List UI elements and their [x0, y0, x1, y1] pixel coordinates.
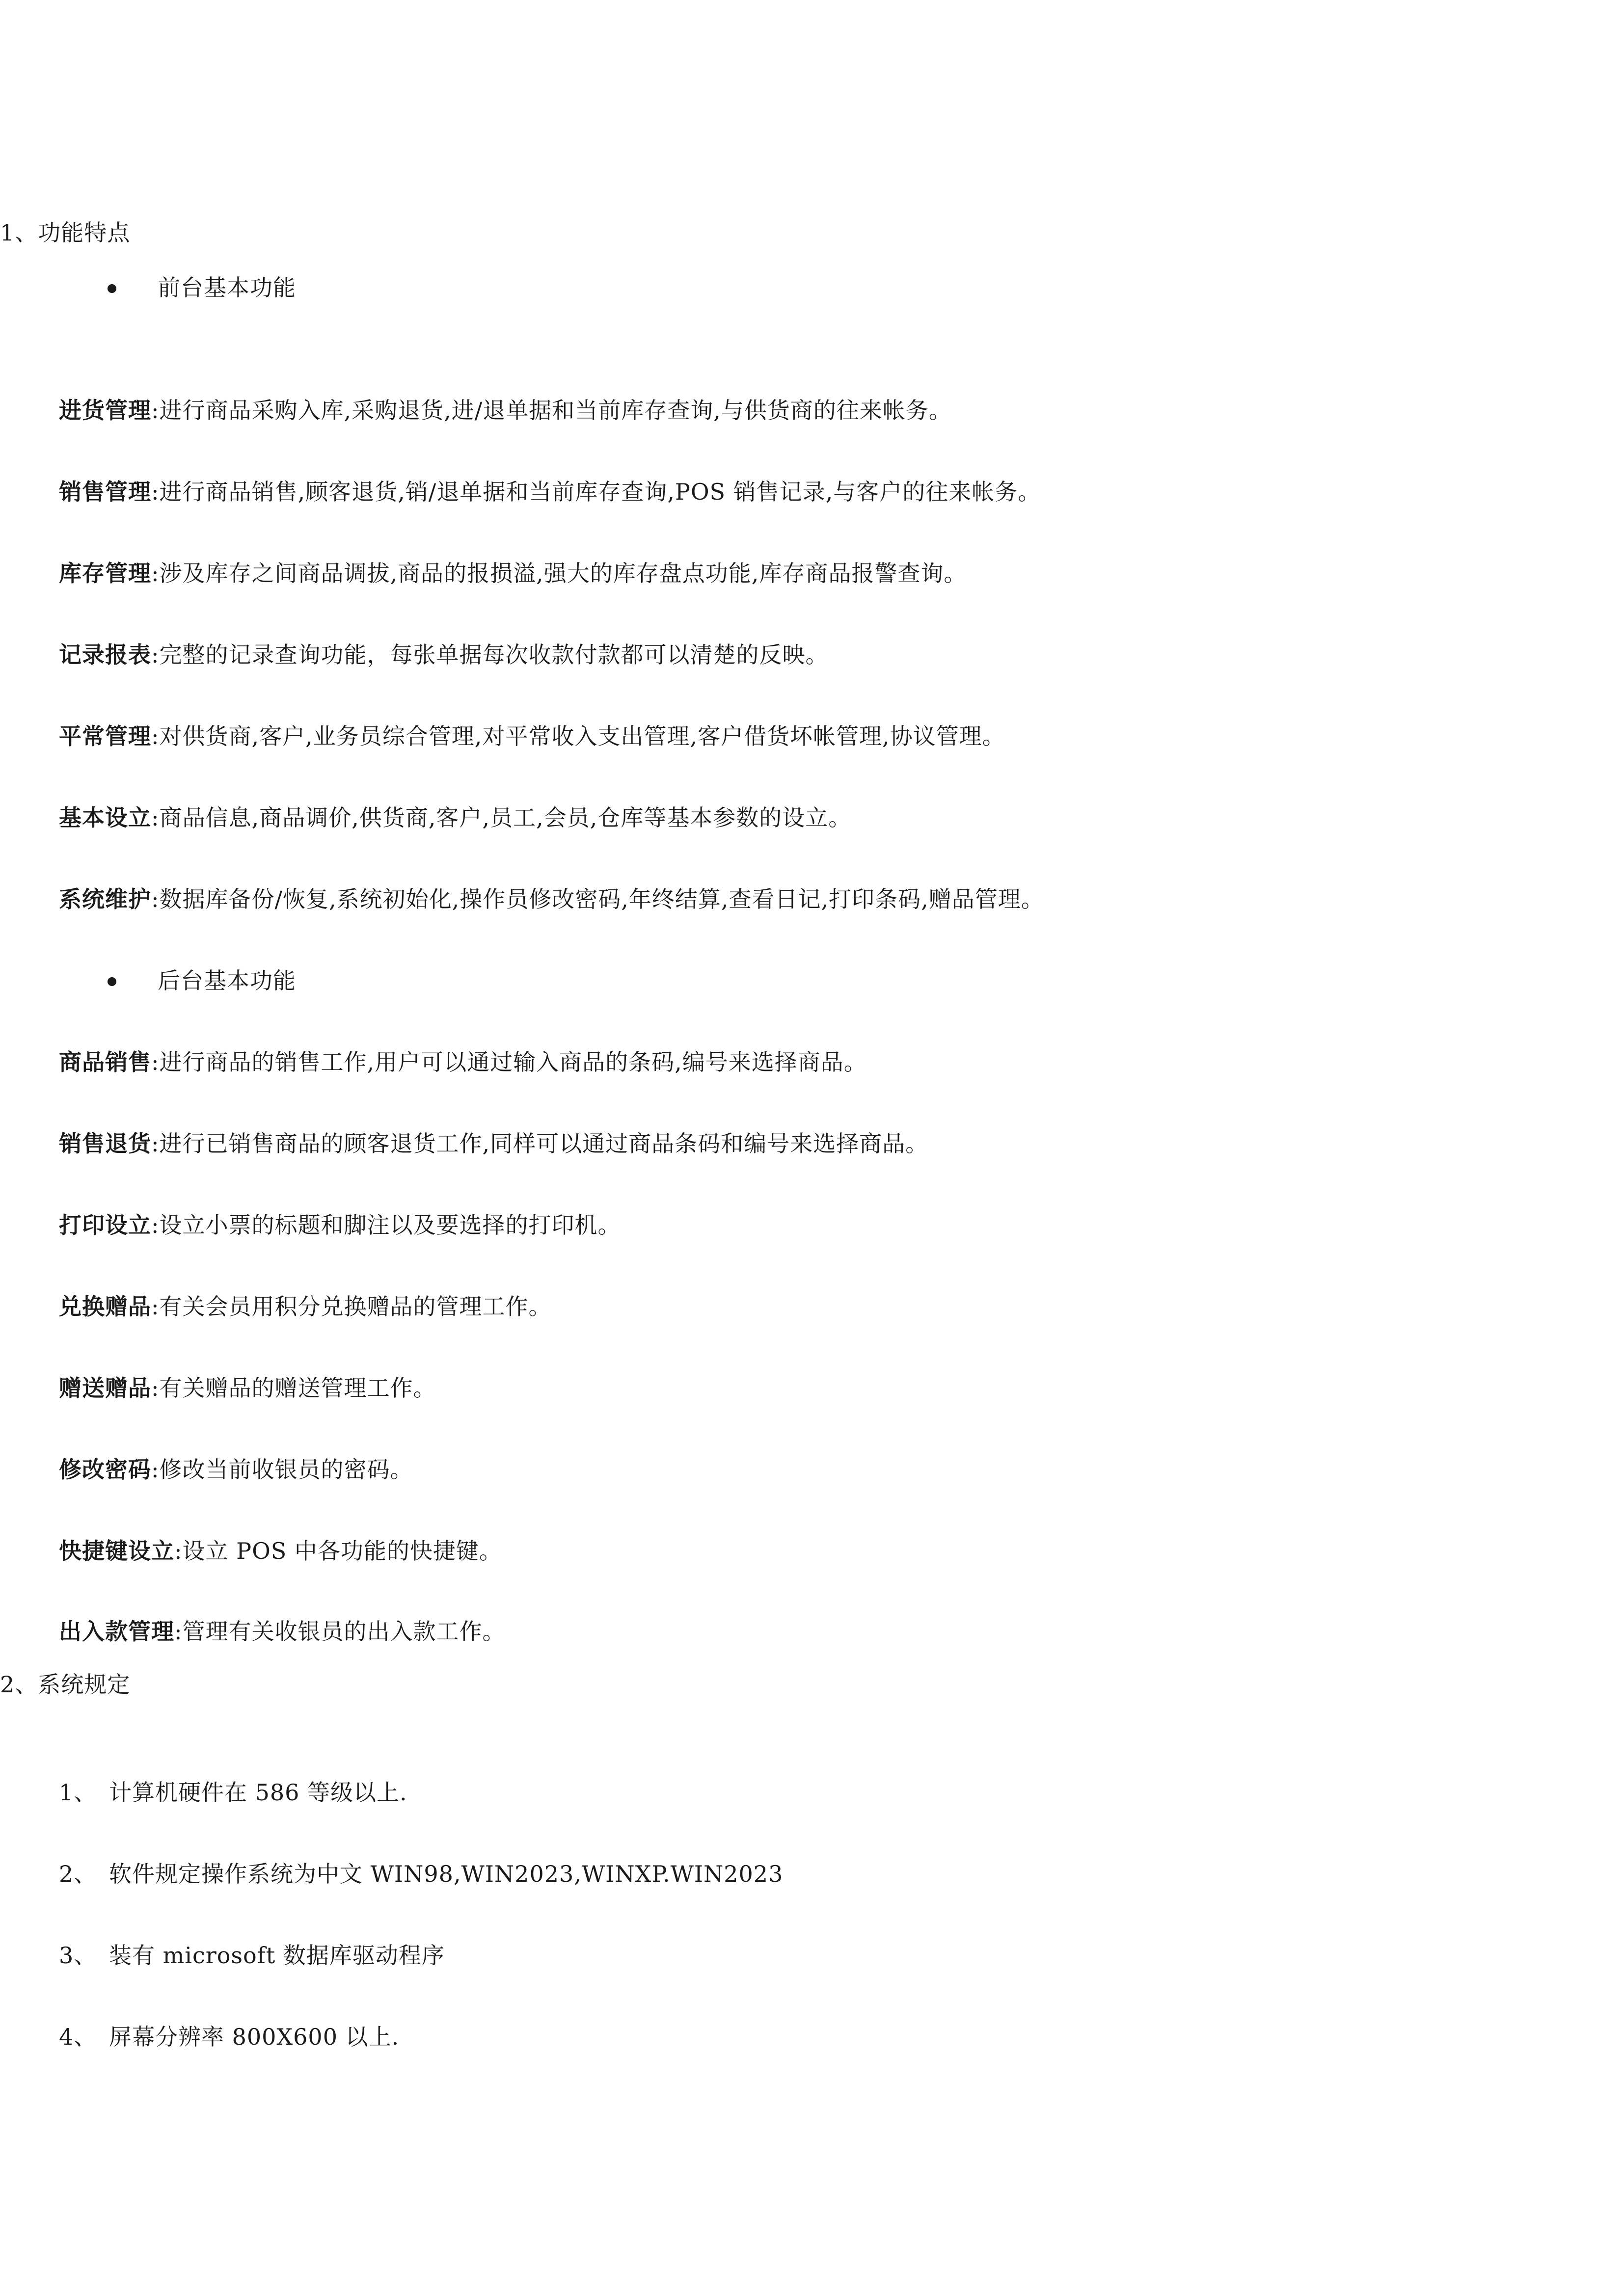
requirement-item: [59, 1859, 783, 1889]
requirement-number: 2、: [59, 1861, 97, 1887]
feature-desc: :设立小票的标题和脚注以及要选择的打印机。: [151, 1212, 621, 1238]
feature-desc: :完整的记录查询功能，每张单据每次收款付款都可以清楚的反映。: [151, 641, 829, 668]
feature-item-maintenance: [59, 884, 1044, 914]
feature-term: 进货管理: [59, 397, 151, 424]
feature-term: 销售管理: [59, 479, 151, 505]
feature-item-redeem: [59, 1292, 552, 1321]
feature-desc: :对供货商,客户,业务员综合管理,对平常收入支出管理,客户借货坏帐管理,协议管理。: [151, 723, 1005, 749]
feature-desc: :设立 POS 中各功能的快捷键。: [174, 1538, 502, 1564]
feature-item-inventory: [59, 559, 967, 588]
feature-term: 赠送赠品: [59, 1375, 151, 1401]
feature-term: 系统维护: [59, 886, 151, 912]
feature-item-returns: [59, 1129, 928, 1158]
feature-item-pos-sales: [59, 1047, 867, 1077]
feature-term: 商品销售: [59, 1049, 151, 1075]
requirement-text: 装有 microsoft 数据库驱动程序: [109, 1942, 445, 1969]
feature-term: 库存管理: [59, 560, 151, 587]
feature-desc: :数据库备份/恢复,系统初始化,操作员修改密码,年终结算,查看日记,打印条码,赠品管理。: [151, 886, 1044, 912]
feature-desc: :修改当前收银员的密码。: [151, 1456, 413, 1483]
feature-item-settings: [59, 803, 851, 832]
bullet-dot-icon: [108, 284, 116, 293]
requirement-text: 软件规定操作系统为中文 WIN98,WIN2023,WINXP.WIN2023: [109, 1861, 784, 1887]
requirement-number: 4、: [59, 2024, 97, 2050]
feature-item-gift: [59, 1373, 436, 1403]
requirement-text: 计算机硬件在 586 等级以上.: [109, 1779, 407, 1806]
feature-term: 兑换赠品: [59, 1293, 151, 1320]
requirement-text: 屏幕分辨率 800X600 以上.: [109, 2024, 400, 2050]
feature-term: 出入款管理: [59, 1618, 174, 1645]
feature-term: 基本设立: [59, 804, 151, 831]
feature-term: 快捷键设立: [59, 1538, 174, 1564]
requirement-item: [59, 2022, 399, 2052]
feature-term: 记录报表: [59, 641, 151, 668]
feature-item-password: [59, 1455, 413, 1484]
feature-desc: :进行商品采购入库,采购退货,进/退单据和当前库存查询,与供货商的往来帐务。: [151, 397, 952, 424]
feature-desc: :管理有关收银员的出入款工作。: [174, 1618, 506, 1645]
feature-item-sales: [59, 477, 1041, 507]
requirement-number: 1、: [59, 1779, 97, 1806]
feature-item-print: [59, 1210, 621, 1240]
feature-desc: :进行已销售商品的顾客退货工作,同样可以通过商品条码和编号来选择商品。: [151, 1130, 929, 1157]
bullet-label: 后台基本功能: [158, 967, 296, 994]
feature-term: 销售退货: [59, 1130, 151, 1157]
requirement-number: 3、: [59, 1942, 97, 1969]
feature-item-reports: [59, 640, 829, 669]
feature-term: 修改密码: [59, 1456, 151, 1483]
section-heading-rules: 2、系统规定: [0, 1671, 131, 1698]
feature-desc: :涉及库存之间商品调拔,商品的报损溢,强大的库存盘点功能,库存商品报警查询。: [151, 560, 967, 587]
feature-desc: :进行商品销售,顾客退货,销/退单据和当前库存查询,POS 销售记录,与客户的往来帐务。: [151, 479, 1041, 505]
feature-desc: :有关会员用积分兑换赠品的管理工作。: [151, 1293, 552, 1320]
feature-item-hotkeys: [59, 1536, 502, 1566]
feature-item-cash: [59, 1617, 506, 1646]
feature-term: 打印设立: [59, 1212, 151, 1238]
requirement-item: [59, 1941, 445, 1970]
feature-item-daily: [59, 721, 1005, 751]
feature-desc: :进行商品的销售工作,用户可以通过输入商品的条码,编号来选择商品。: [151, 1049, 867, 1075]
bullet-label: 前台基本功能: [158, 274, 296, 301]
requirement-item: [59, 1778, 407, 1807]
feature-term: 平常管理: [59, 723, 151, 749]
section-heading-features: 1、功能特点: [0, 219, 131, 246]
feature-desc: :有关赠品的赠送管理工作。: [151, 1375, 436, 1401]
feature-item-purchase: [59, 396, 952, 425]
feature-desc: :商品信息,商品调价,供货商,客户,员工,会员,仓库等基本参数的设立。: [151, 804, 852, 831]
bullet-dot-icon: [108, 977, 116, 986]
